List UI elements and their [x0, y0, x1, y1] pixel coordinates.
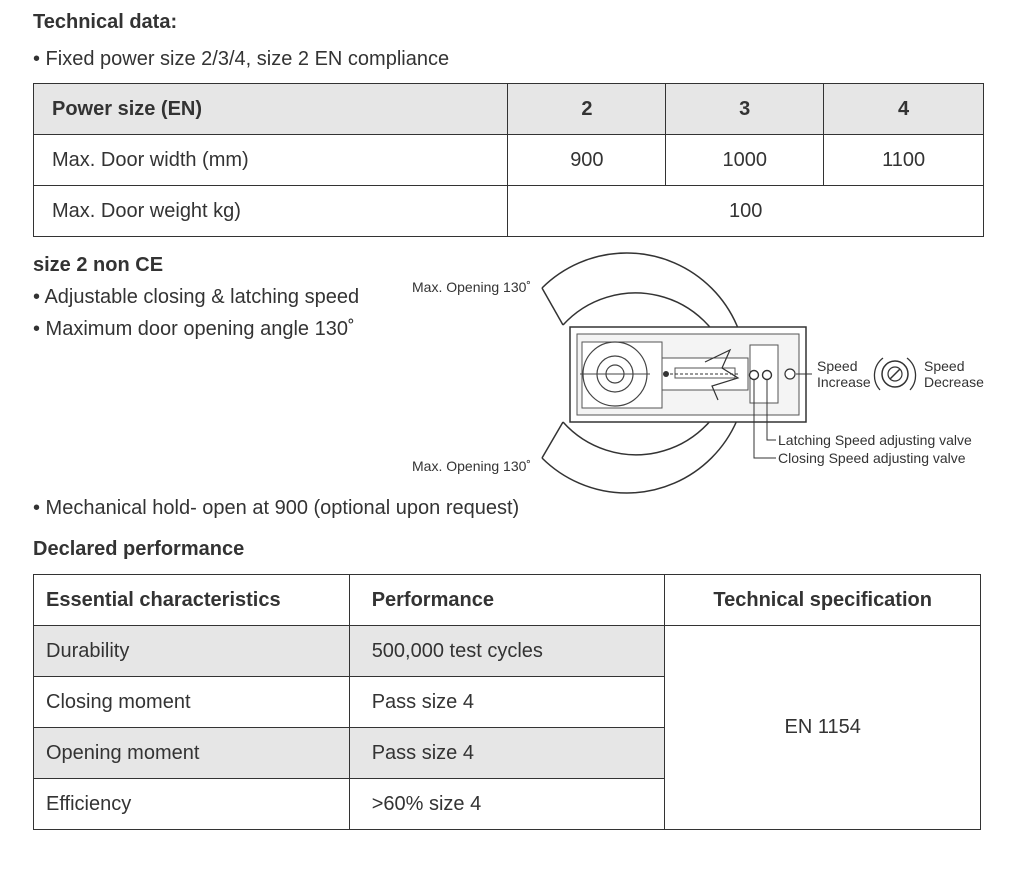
- door-weight-label: Max. Door weight kg): [34, 186, 508, 237]
- closing-valve-label: Closing Speed adjusting valve: [778, 450, 966, 466]
- size2-bullet-2: • Maximum door opening angle 130˚: [33, 318, 355, 340]
- door-weight-value: 100: [508, 186, 984, 237]
- performance-cell: >60% size 4: [349, 779, 665, 830]
- size2-title: size 2 non CE: [33, 254, 164, 276]
- size2-bullet-1: • Adjustable closing & latching speed: [33, 286, 360, 308]
- table-row: [34, 186, 984, 237]
- door-width-size-2: 900: [508, 135, 666, 186]
- technical-data-title: Technical data:: [33, 11, 178, 33]
- max-opening-top-label: Max. Opening 130˚: [412, 279, 532, 295]
- speed-decrease-label-1: Speed: [924, 358, 965, 374]
- latching-valve-icon: [750, 371, 759, 380]
- characteristic-cell: Efficiency: [34, 779, 350, 830]
- spec-cell: EN 1154: [665, 626, 981, 830]
- speed-increase-label-1: Speed: [817, 358, 858, 374]
- power-size-3: 3: [666, 84, 824, 135]
- declared-table-header: [34, 575, 981, 626]
- table-row: [34, 135, 984, 186]
- power-size-table: [33, 83, 984, 237]
- latching-valve-label: Latching Speed adjusting valve: [778, 432, 972, 448]
- performance-cell: Pass size 4: [349, 677, 665, 728]
- power-table-header: [34, 84, 984, 135]
- characteristic-cell: Durability: [34, 626, 350, 677]
- performance-cell: 500,000 test cycles: [349, 626, 665, 677]
- door-width-size-3: 1000: [666, 135, 824, 186]
- performance-cell: Pass size 4: [349, 728, 665, 779]
- max-opening-bottom-label: Max. Opening 130˚: [412, 458, 532, 474]
- declared-performance-table: [33, 574, 981, 830]
- declared-performance-title: Declared performance: [33, 538, 245, 560]
- table-row: [34, 626, 981, 677]
- speed-increase-label-2: Increase: [817, 374, 871, 390]
- speed-decrease-label-2: Decrease: [924, 374, 984, 390]
- door-width-label: Max. Door width (mm): [34, 135, 508, 186]
- hold-open-bullet: • Mechanical hold- open at 900 (optional upon request): [33, 497, 520, 519]
- characteristic-cell: Closing moment: [34, 677, 350, 728]
- performance-header: Performance: [349, 575, 665, 626]
- power-size-2: 2: [508, 84, 666, 135]
- technical-bullet: • Fixed power size 2/3/4, size 2 EN compliance: [33, 48, 450, 70]
- technical-specification-header: Technical specification: [665, 575, 981, 626]
- power-size-header: Power size (EN): [34, 84, 508, 135]
- door-width-size-4: 1100: [824, 135, 984, 186]
- closing-valve-icon: [763, 371, 772, 380]
- power-size-4: 4: [824, 84, 984, 135]
- essential-characteristics-header: Essential characteristics: [34, 575, 350, 626]
- door-closer-diagram: [400, 250, 1010, 500]
- characteristic-cell: Opening moment: [34, 728, 350, 779]
